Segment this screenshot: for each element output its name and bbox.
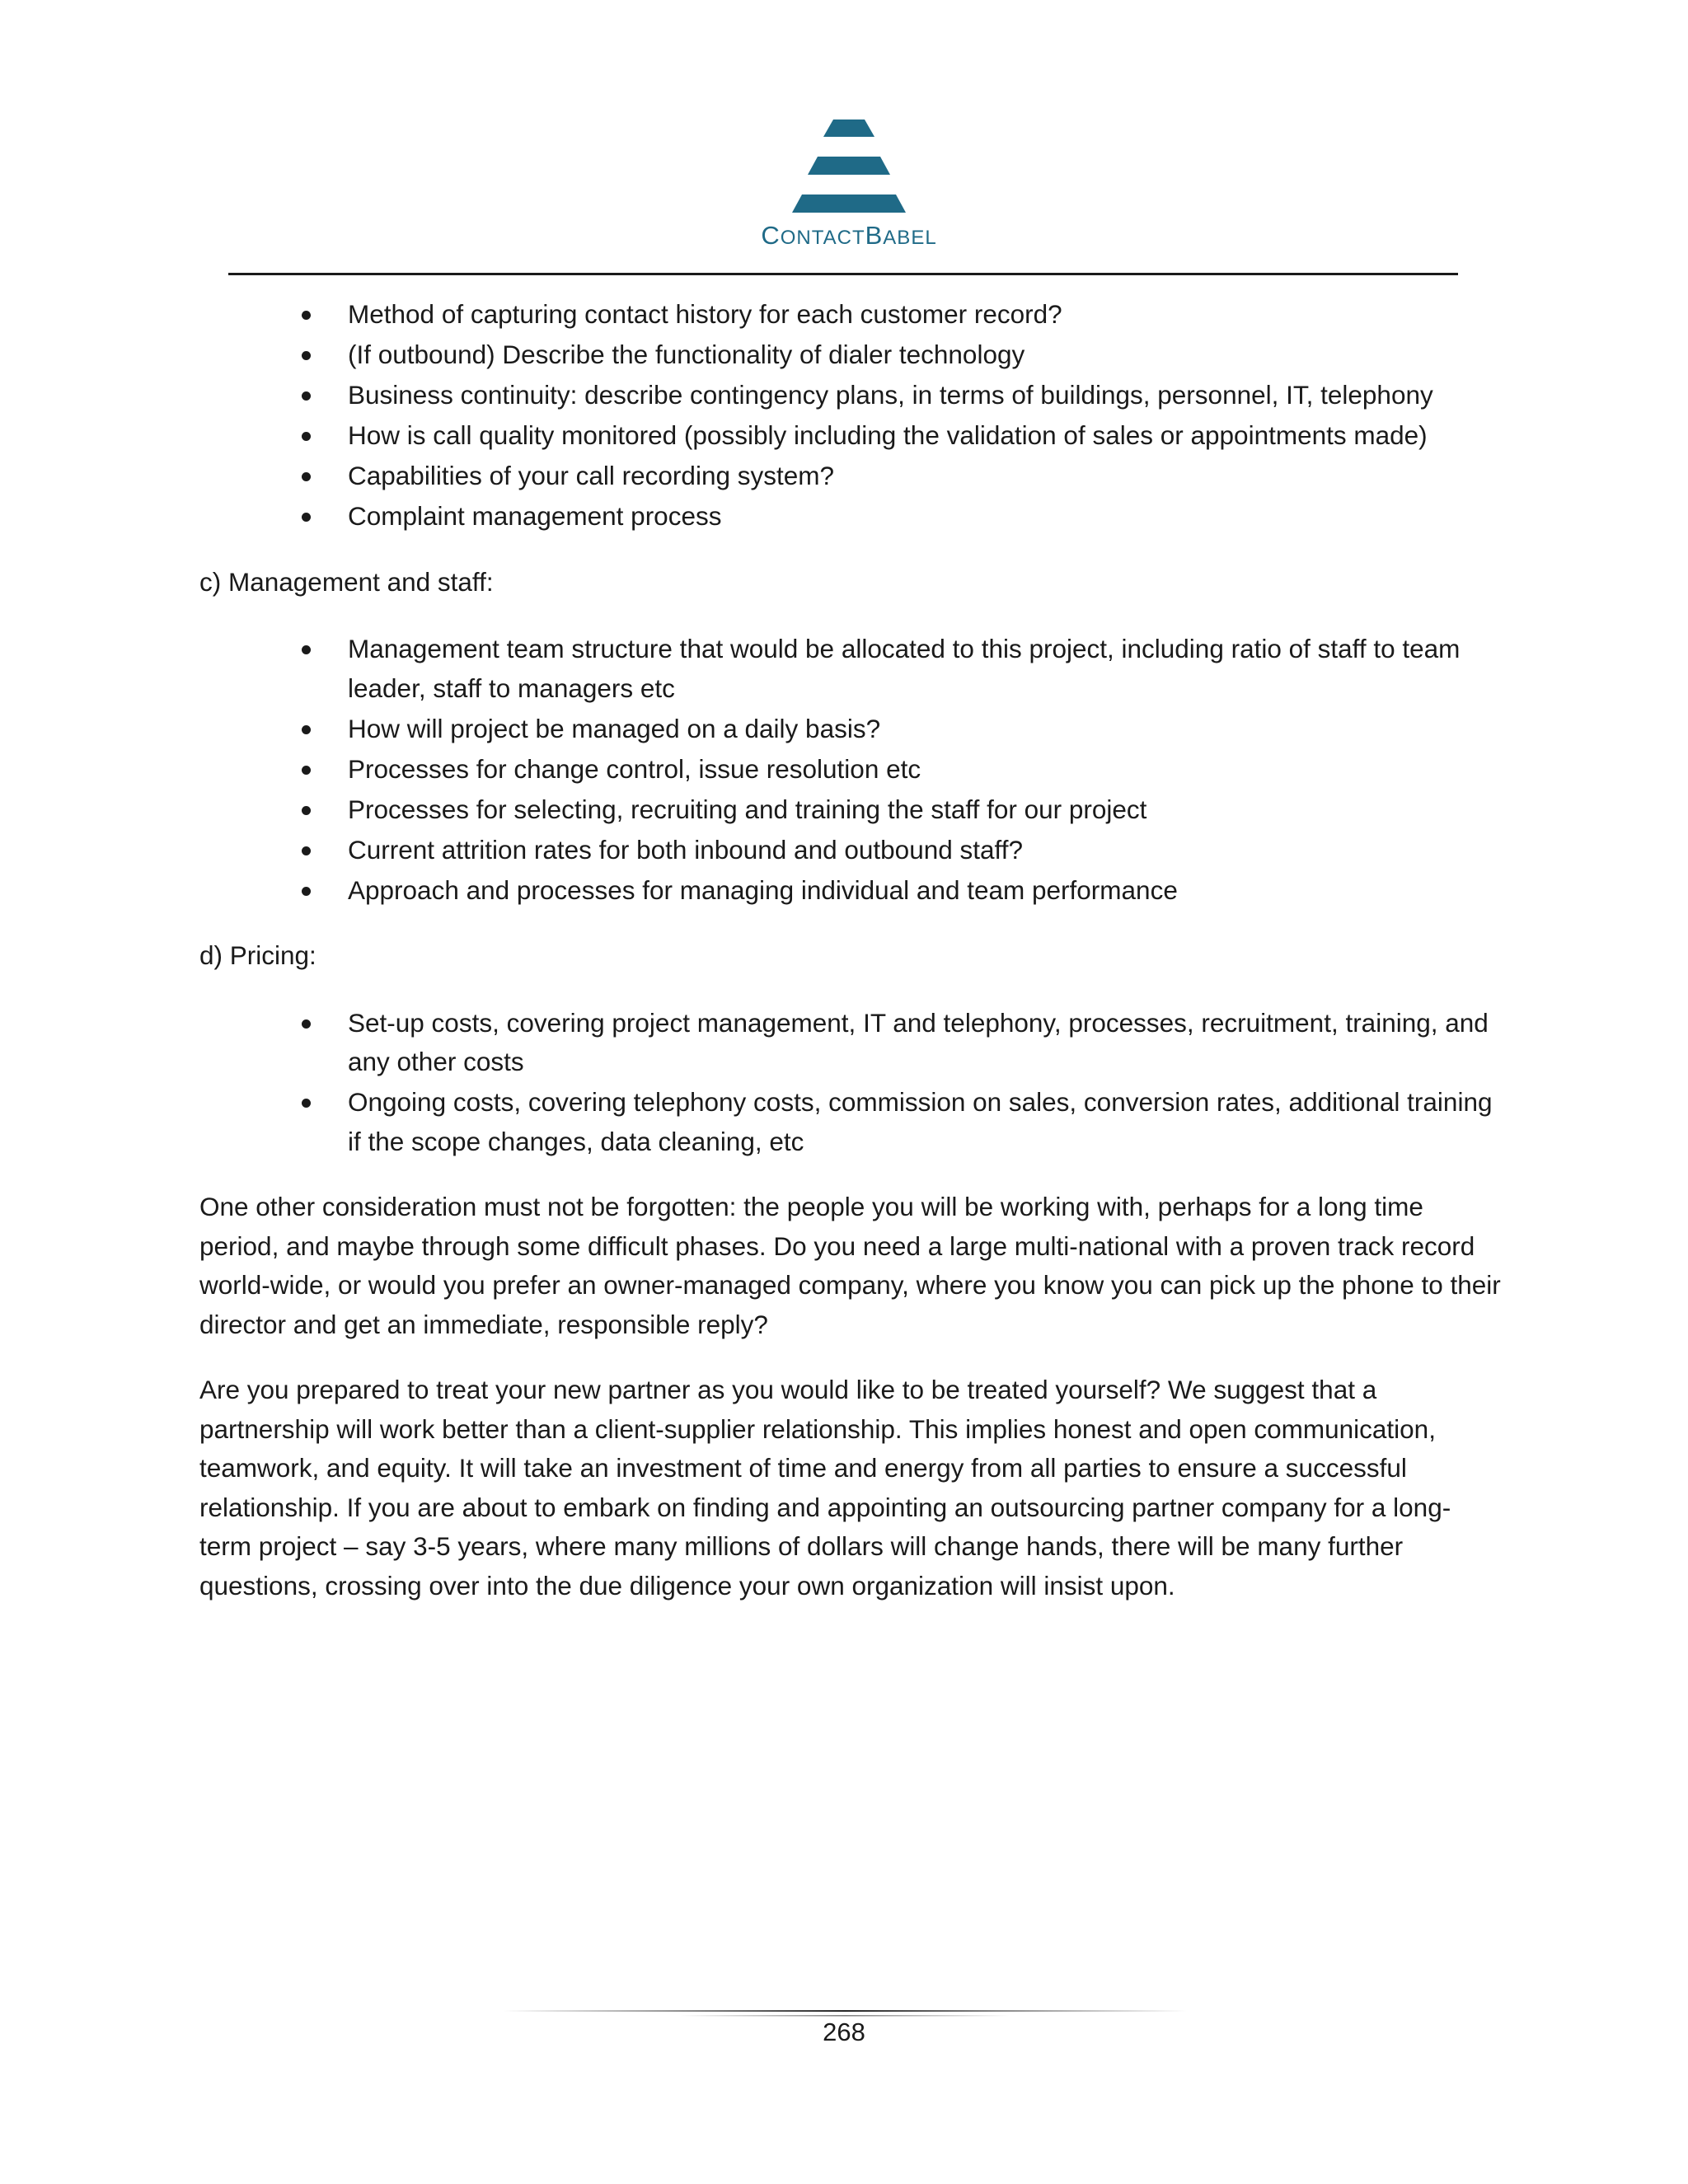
management-questions-list — [199, 630, 1502, 910]
section-heading-management: c) Management and staff: — [199, 566, 494, 597]
list-item: Management team structure that would be allocated to this project, including ratio of staff to team leader, staff to managers etc — [348, 630, 1502, 708]
list-item: Business continuity: describe contingency plans, in terms of buildings, personnel, IT, telephony — [348, 376, 1502, 415]
list-item: Current attrition rates for both inbound and outbound staff? — [348, 831, 1502, 870]
contactbabel-logo — [725, 115, 973, 260]
list-item: How will project be managed on a daily basis? — [348, 710, 1502, 749]
pyramid-logo-icon — [725, 115, 973, 214]
pricing-questions-list — [199, 1004, 1502, 1162]
list-item: Processes for change control, issue resolution etc — [348, 750, 1502, 790]
list-item: Set-up costs, covering project management, IT and telephony, processes, recruitment, training, and any other costs — [348, 1004, 1502, 1082]
logo-letter-b: B — [865, 221, 884, 250]
process-questions-list — [199, 295, 1502, 537]
header-divider — [228, 273, 1458, 275]
main-content — [199, 295, 1502, 1605]
section-heading-pricing: d) Pricing: — [199, 940, 316, 970]
list-item: Approach and processes for managing individual and team performance — [348, 871, 1502, 911]
page-number: 268 — [823, 2018, 865, 2046]
list-item: (If outbound) Describe the functionality of dialer technology — [348, 335, 1502, 375]
logo-wordmark — [725, 221, 973, 251]
list-item: How is call quality monitored (possibly including the validation of sales or appointments made) — [348, 416, 1502, 456]
list-item: Capabilities of your call recording system? — [348, 457, 1502, 496]
paragraph-partnership: Are you prepared to treat your new partner as you would like to be treated yourself? We suggest that a partnership will work better than a client-supplier relationship. This implies honest and open communication, teamwork, and equity. It will take an investment of time and energy from all parties to ensure a successful relationship. If you are about to embark on finding and appointing an outsourcing partner company for a long-term project – say 3-5 years, where many millions of dollars will change hands, there will be many further questions, crossing over into the due diligence your own organization will insist upon. — [199, 1375, 1451, 1601]
list-item: Complaint management process — [348, 497, 1502, 537]
paragraph-consideration: One other consideration must not be forgotten: the people you will be working with, perhaps for a long time period, and maybe through some difficult phases. Do you need a large multi-national with a proven track record world-wide, or would you prefer an owner-managed company, where you know you can pick up the phone to their director and get an immediate, responsible reply? — [199, 1192, 1501, 1339]
list-item: Method of capturing contact history for each customer record? — [348, 295, 1502, 335]
logo-text-ontact: ONTACT — [780, 227, 865, 249]
logo-letter-c: C — [761, 221, 781, 250]
logo-text-abel: ABEL — [883, 227, 937, 249]
list-item: Ongoing costs, covering telephony costs, commission on sales, conversion rates, additional training if the scope changes, data cleaning, etc — [348, 1083, 1502, 1161]
list-item: Processes for selecting, recruiting and training the staff for our project — [348, 790, 1502, 830]
